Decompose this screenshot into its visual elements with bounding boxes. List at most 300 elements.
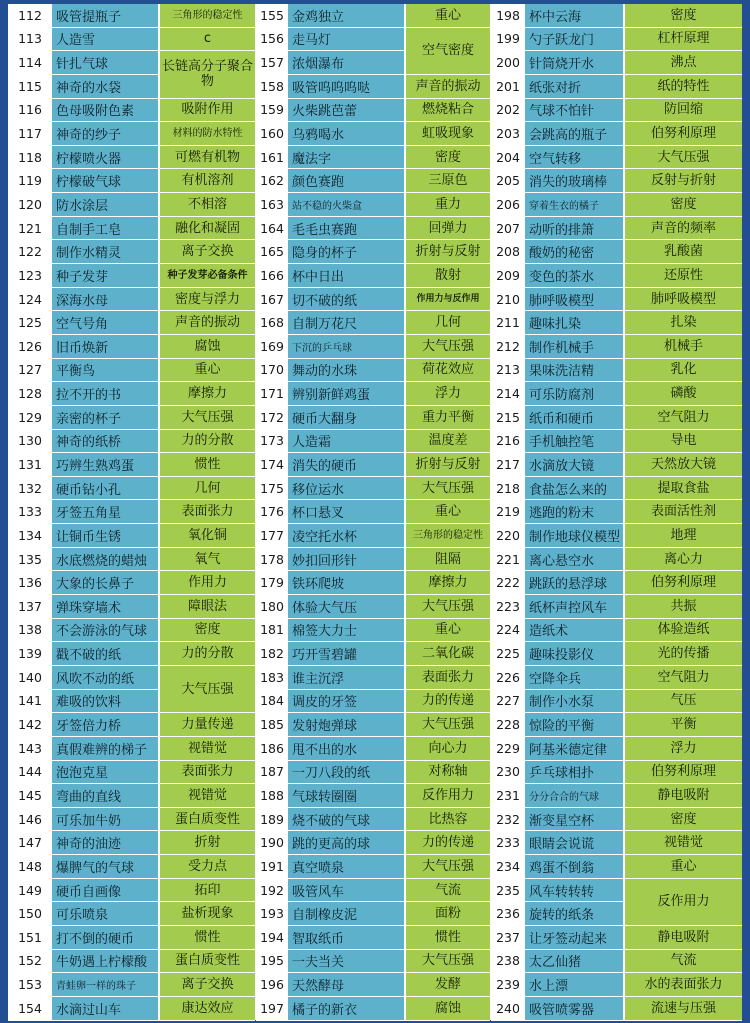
experiment-name: 空气号角: [52, 311, 160, 335]
experiment-name: 分分合合的气球: [525, 784, 625, 808]
science-principle: 离子交换: [160, 973, 255, 997]
experiment-name: 柠檬喷火器: [52, 146, 160, 170]
experiment-name: 惊险的平衡: [525, 713, 625, 737]
experiment-name: 吸管提瓶子: [52, 4, 160, 28]
experiment-name: 弹珠穿墙术: [52, 595, 160, 619]
science-principle: 空气阻力: [625, 666, 742, 690]
experiment-name: 青蛙卵一样的珠子: [52, 973, 160, 997]
experiment-name: 火柴跳芭蕾: [288, 99, 406, 123]
experiment-number: 199: [491, 28, 525, 52]
science-principle: 拓印: [160, 879, 255, 903]
science-principle: 声音的振动: [160, 311, 255, 335]
experiment-name: 巧辨生熟鸡蛋: [52, 453, 160, 477]
experiment-name: 防水涂层: [52, 193, 160, 217]
experiment-number: 133: [8, 500, 52, 524]
experiment-name: 一夫当关: [288, 950, 406, 974]
experiment-name: 水上漂: [525, 973, 625, 997]
list-column-1: [8, 4, 255, 1021]
science-principle: 重心: [406, 4, 490, 28]
experiment-name: 眼睛会说谎: [525, 831, 625, 855]
experiment-name: 浓烟瀑布: [288, 51, 406, 75]
experiment-name: 颜色赛跑: [288, 169, 406, 193]
experiment-number: 215: [491, 406, 525, 430]
experiment-number: 194: [256, 926, 288, 950]
experiment-name: 气球转圈圈: [288, 784, 406, 808]
experiment-name: 消失的玻璃棒: [525, 169, 625, 193]
science-principle: 惯性: [160, 453, 255, 477]
science-principle: 障眼法: [160, 595, 255, 619]
experiment-number: 240: [491, 997, 525, 1021]
experiment-number: 123: [8, 264, 52, 288]
experiment-number: 217: [491, 453, 525, 477]
experiment-number: 147: [8, 831, 52, 855]
experiment-name: 纸杯声控风车: [525, 595, 625, 619]
experiment-number: 135: [8, 548, 52, 572]
science-principle: 离子交换: [160, 240, 255, 264]
experiment-name: 巧开雪碧罐: [288, 642, 406, 666]
experiment-number: 143: [8, 737, 52, 761]
science-principle: 材料的防水特性: [160, 122, 255, 146]
science-principle: 腐蚀: [406, 997, 490, 1021]
science-principle: 阻隔: [406, 548, 490, 572]
experiment-number: 224: [491, 619, 525, 643]
experiment-name: 吸管风车: [288, 879, 406, 903]
experiment-name: 牛奶遇上柠檬酸: [52, 950, 160, 974]
experiment-number: 114: [8, 51, 52, 75]
experiment-name: 风车转转转: [525, 879, 625, 903]
science-principle: 大气压强: [625, 146, 742, 170]
experiment-number: 173: [256, 430, 288, 454]
experiment-name: 打不倒的硬币: [52, 926, 160, 950]
experiment-number: 176: [256, 500, 288, 524]
science-principle: 腐蚀: [160, 335, 255, 359]
science-principle: 还原性: [625, 264, 742, 288]
experiment-number: 165: [256, 240, 288, 264]
experiment-number: 234: [491, 855, 525, 879]
experiment-name: 变色的茶水: [525, 264, 625, 288]
experiment-name: 走马灯: [288, 28, 406, 52]
science-principle: 折射与反射: [406, 240, 490, 264]
science-principle: 力量传递: [160, 713, 255, 737]
experiment-number: 223: [491, 595, 525, 619]
science-principle: 静电吸附: [625, 926, 742, 950]
experiment-name: 戳不破的纸: [52, 642, 160, 666]
science-principle: 向心力: [406, 737, 490, 761]
experiment-name: 拉不开的书: [52, 382, 160, 406]
experiment-number: 213: [491, 359, 525, 383]
experiment-name: 果味洗洁精: [525, 359, 625, 383]
experiment-number: 180: [256, 595, 288, 619]
science-principle: 力的分散: [160, 642, 255, 666]
experiment-number: 230: [491, 761, 525, 785]
experiment-number: 139: [8, 642, 52, 666]
experiment-number: 120: [8, 193, 52, 217]
experiment-name: 凌空托水杯: [288, 524, 406, 548]
experiment-number: 184: [256, 690, 288, 714]
experiment-number: 153: [8, 973, 52, 997]
experiment-number: 238: [491, 950, 525, 974]
experiment-number: 219: [491, 500, 525, 524]
science-principle: 融化和凝固: [160, 217, 255, 241]
experiment-name: 平衡鸟: [52, 359, 160, 383]
science-principle: 散射: [406, 264, 490, 288]
experiment-name: 硬币自画像: [52, 879, 160, 903]
experiment-number: 207: [491, 217, 525, 241]
experiment-name: 鸡蛋不倒翁: [525, 855, 625, 879]
experiment-name: 纸张对折: [525, 75, 625, 99]
experiment-number: 166: [256, 264, 288, 288]
science-principle: 大气压强: [406, 477, 490, 501]
experiment-number: 151: [8, 926, 52, 950]
science-principle: 密度: [160, 619, 255, 643]
science-principle: 三原色: [406, 169, 490, 193]
experiment-name: 旋转的纸条: [525, 902, 625, 926]
experiment-name: 泡泡克星: [52, 761, 160, 785]
science-principle: 表面活性剂: [625, 500, 742, 524]
experiment-name: 柠檬破气球: [52, 169, 160, 193]
science-principle: 声音的频率: [625, 217, 742, 241]
experiment-name: 吸管喷雾器: [525, 997, 625, 1021]
experiment-name: 趣味扎染: [525, 311, 625, 335]
experiment-name: 会跳高的瓶子: [525, 122, 625, 146]
experiment-name: 棉签大力士: [288, 619, 406, 643]
science-principle: 表面张力: [160, 500, 255, 524]
experiment-name: 真假难辨的梯子: [52, 737, 160, 761]
science-principle: 重心: [625, 855, 742, 879]
science-principle: 三角形的稳定性: [406, 524, 490, 548]
experiment-number: 183: [256, 666, 288, 690]
science-principle: 作用力与反作用: [406, 288, 490, 312]
experiment-number: 116: [8, 99, 52, 123]
science-principle: 水的表面张力: [625, 973, 742, 997]
science-principle: 流速与压强: [625, 997, 742, 1021]
experiment-name: 色母吸附色素: [52, 99, 160, 123]
science-principle: 空气阻力: [625, 406, 742, 430]
experiment-number: 154: [8, 997, 52, 1021]
experiment-number: 182: [256, 642, 288, 666]
experiment-name: 制作水精灵: [52, 240, 160, 264]
experiment-number: 161: [256, 146, 288, 170]
experiment-number: 179: [256, 571, 288, 595]
experiment-name: 人造雪: [52, 28, 160, 52]
science-principle: 摩擦力: [406, 571, 490, 595]
experiment-name: 谁主沉浮: [288, 666, 406, 690]
science-principle: 气流: [406, 879, 490, 903]
experiment-number: 192: [256, 879, 288, 903]
experiment-name: 针筒烧开水: [525, 51, 625, 75]
experiment-number: 142: [8, 713, 52, 737]
science-principle: 密度: [406, 146, 490, 170]
science-principle: 二氧化碳: [406, 642, 490, 666]
science-principle: 乳化: [625, 359, 742, 383]
science-principle: 杠杆原理: [625, 28, 742, 52]
experiment-number: 118: [8, 146, 52, 170]
experiment-number: 160: [256, 122, 288, 146]
science-principle: 长链高分子聚合物: [160, 51, 255, 98]
science-principle: 共振: [625, 595, 742, 619]
experiment-name: 肺呼吸模型: [525, 288, 625, 312]
experiment-number: 181: [256, 619, 288, 643]
experiment-name: 辨别新鲜鸡蛋: [288, 382, 406, 406]
experiment-name: 可乐防腐剂: [525, 382, 625, 406]
experiment-name: 自制万花尺: [288, 311, 406, 335]
experiment-name: 旧币焕新: [52, 335, 160, 359]
experiment-number: 169: [256, 335, 288, 359]
experiment-name: 金鸡独立: [288, 4, 406, 28]
experiment-number: 211: [491, 311, 525, 335]
science-principle: 重心: [406, 500, 490, 524]
experiment-number: 167: [256, 288, 288, 312]
experiment-number: 129: [8, 406, 52, 430]
science-principle: 气压: [625, 690, 742, 714]
experiment-number: 202: [491, 99, 525, 123]
experiment-name: 深海水母: [52, 288, 160, 312]
science-principle: 发酵: [406, 973, 490, 997]
list-column-2: [256, 4, 490, 1021]
experiment-number: 191: [256, 855, 288, 879]
experiment-number: 125: [8, 311, 52, 335]
science-principle: 虹吸现象: [406, 122, 490, 146]
science-principle: 大气压强: [406, 950, 490, 974]
science-principle: 三角形的稳定性: [160, 4, 255, 28]
science-principle: 力的传递: [406, 690, 490, 714]
experiment-number: 185: [256, 713, 288, 737]
experiment-name: 消失的硬币: [288, 453, 406, 477]
experiment-name: 酸奶的秘密: [525, 240, 625, 264]
experiment-name: 甩不出的水: [288, 737, 406, 761]
science-principle: 空气密度: [406, 28, 490, 75]
science-principle: 大气压强: [406, 595, 490, 619]
experiment-name: 水滴过山车: [52, 997, 160, 1021]
experiment-number: 141: [8, 690, 52, 714]
science-principle: 静电吸附: [625, 784, 742, 808]
experiment-number: 113: [8, 28, 52, 52]
experiment-number: 208: [491, 240, 525, 264]
experiment-name: 空气转移: [525, 146, 625, 170]
science-principle: 纸的特性: [625, 75, 742, 99]
experiment-name: 亲密的杯子: [52, 406, 160, 430]
science-principle: 重心: [406, 619, 490, 643]
experiment-name: 神奇的水袋: [52, 75, 160, 99]
science-principle: 吸附作用: [160, 99, 255, 123]
experiment-number: 119: [8, 169, 52, 193]
science-principle: 可燃有机物: [160, 146, 255, 170]
experiment-number: 144: [8, 761, 52, 785]
science-principle: 乳酸菌: [625, 240, 742, 264]
science-principle: 折射: [160, 831, 255, 855]
experiment-name: 妙扣回形针: [288, 548, 406, 572]
experiment-number: 203: [491, 122, 525, 146]
experiment-name: 大象的长鼻子: [52, 571, 160, 595]
experiment-name: 天然酵母: [288, 973, 406, 997]
science-principle: 有机溶剂: [160, 169, 255, 193]
science-principle: 密度: [625, 193, 742, 217]
science-principle: 磷酸: [625, 382, 742, 406]
experiment-number: 212: [491, 335, 525, 359]
experiment-name: 烧不破的气球: [288, 808, 406, 832]
experiment-number: 178: [256, 548, 288, 572]
experiment-number: 225: [491, 642, 525, 666]
science-principle: 蛋白质变性: [160, 808, 255, 832]
experiment-number: 149: [8, 879, 52, 903]
experiment-name: 制作地球仪模型: [525, 524, 625, 548]
experiment-number: 218: [491, 477, 525, 501]
experiment-number: 164: [256, 217, 288, 241]
experiment-name: 真空喷泉: [288, 855, 406, 879]
experiment-number: 126: [8, 335, 52, 359]
science-principle: 离心力: [625, 548, 742, 572]
experiment-number: 175: [256, 477, 288, 501]
science-principle: 表面张力: [406, 666, 490, 690]
experiment-number: 220: [491, 524, 525, 548]
science-principle: 伯努利原理: [625, 122, 742, 146]
experiment-number: 222: [491, 571, 525, 595]
experiment-number: 112: [8, 4, 52, 28]
science-principle: 伯努利原理: [625, 571, 742, 595]
science-principle: 氧化铜: [160, 524, 255, 548]
experiment-number: 200: [491, 51, 525, 75]
experiment-number: 204: [491, 146, 525, 170]
science-principle: 反射与折射: [625, 169, 742, 193]
experiment-name: 气球不怕针: [525, 99, 625, 123]
science-principle: 折射与反射: [406, 453, 490, 477]
science-principle: 对称轴: [406, 761, 490, 785]
experiment-number: 156: [256, 28, 288, 52]
experiment-name: 吸管呜呜呜哒: [288, 75, 406, 99]
experiment-name: 制作机械手: [525, 335, 625, 359]
experiment-number: 121: [8, 217, 52, 241]
experiment-name: 调皮的牙签: [288, 690, 406, 714]
experiment-name: 神奇的纸桥: [52, 430, 160, 454]
experiment-number: 197: [256, 997, 288, 1021]
experiment-name: 造纸术: [525, 619, 625, 643]
experiment-name: 食盐怎么来的: [525, 477, 625, 501]
experiment-number: 193: [256, 902, 288, 926]
science-principle: 力的分散: [160, 430, 255, 454]
experiment-number: 237: [491, 926, 525, 950]
science-principle: 盐析现象: [160, 902, 255, 926]
experiment-number: 226: [491, 666, 525, 690]
science-principle: 惯性: [406, 926, 490, 950]
experiment-name: 乌鸦喝水: [288, 122, 406, 146]
experiment-number: 201: [491, 75, 525, 99]
experiment-name: 勺子跃龙门: [525, 28, 625, 52]
science-principle: 重心: [160, 359, 255, 383]
science-principle: 反作用力: [625, 879, 742, 926]
science-principle: 地理: [625, 524, 742, 548]
experiment-name: 趣味投影仪: [525, 642, 625, 666]
experiment-number: 127: [8, 359, 52, 383]
science-principle: 肺呼吸模型: [625, 288, 742, 312]
experiment-number: 187: [256, 761, 288, 785]
science-principle: 康达效应: [160, 997, 255, 1021]
science-principle: 力的传递: [406, 831, 490, 855]
experiment-number: 216: [491, 430, 525, 454]
experiment-number: 159: [256, 99, 288, 123]
experiment-number: 163: [256, 193, 288, 217]
experiment-number: 146: [8, 808, 52, 832]
experiment-name: 神奇的纱子: [52, 122, 160, 146]
experiment-number: 131: [8, 453, 52, 477]
experiment-number: 132: [8, 477, 52, 501]
science-principle: 蛋白质变性: [160, 950, 255, 974]
experiment-name: 隐身的杯子: [288, 240, 406, 264]
experiment-name: 手机触控笔: [525, 430, 625, 454]
experiment-number: 124: [8, 288, 52, 312]
experiment-number: 168: [256, 311, 288, 335]
experiment-name: 太乙仙猪: [525, 950, 625, 974]
experiment-number: 188: [256, 784, 288, 808]
experiment-number: 228: [491, 713, 525, 737]
experiment-name: 自制手工皂: [52, 217, 160, 241]
experiment-name: 难吸的饮料: [52, 690, 160, 714]
science-principle: 提取食盐: [625, 477, 742, 501]
experiment-number: 117: [8, 122, 52, 146]
experiment-name: 跳的更高的球: [288, 831, 406, 855]
experiment-name: 魔法字: [288, 146, 406, 170]
science-principle: 机械手: [625, 335, 742, 359]
experiment-name: 不会游泳的气球: [52, 619, 160, 643]
experiment-name: 硬币大翻身: [288, 406, 406, 430]
science-principle: 受力点: [160, 855, 255, 879]
experiment-number: 155: [256, 4, 288, 28]
science-principle: 导电: [625, 430, 742, 454]
experiment-name: 毛毛虫赛跑: [288, 217, 406, 241]
science-principle: 荷花效应: [406, 359, 490, 383]
experiment-number: 214: [491, 382, 525, 406]
science-principle: 惯性: [160, 926, 255, 950]
science-principle: 回弹力: [406, 217, 490, 241]
experiment-name: 水滴放大镜: [525, 453, 625, 477]
experiment-name: 让牙签动起来: [525, 926, 625, 950]
experiment-name: 杯中日出: [288, 264, 406, 288]
experiment-number: 198: [491, 4, 525, 28]
science-principle: 浮力: [406, 382, 490, 406]
experiment-number: 221: [491, 548, 525, 572]
experiment-number: 162: [256, 169, 288, 193]
experiment-number: 136: [8, 571, 52, 595]
science-principle: 防回缩: [625, 99, 742, 123]
experiment-number: 140: [8, 666, 52, 690]
experiment-name: 跳跃的悬浮球: [525, 571, 625, 595]
science-principle: 表面张力: [160, 761, 255, 785]
experiment-number: 145: [8, 784, 52, 808]
science-principle: 重力: [406, 193, 490, 217]
experiment-number: 134: [8, 524, 52, 548]
experiment-list-page: [8, 4, 742, 1020]
experiment-name: 穿着生衣的橘子: [525, 193, 625, 217]
science-principle: 大气压强: [406, 335, 490, 359]
experiment-number: 128: [8, 382, 52, 406]
experiment-name: 让铜币生锈: [52, 524, 160, 548]
experiment-name: 弯曲的直线: [52, 784, 160, 808]
experiment-number: 205: [491, 169, 525, 193]
experiment-name: 渐变星空杯: [525, 808, 625, 832]
experiment-name: 逃跑的粉末: [525, 500, 625, 524]
experiment-number: 210: [491, 288, 525, 312]
experiment-name: 人造霜: [288, 430, 406, 454]
science-principle: 燃烧粘合: [406, 99, 490, 123]
science-principle: 天然放大镜: [625, 453, 742, 477]
science-principle: 视错觉: [160, 737, 255, 761]
science-principle: 反作用力: [406, 784, 490, 808]
experiment-number: 189: [256, 808, 288, 832]
experiment-name: 橘子的新衣: [288, 997, 406, 1021]
science-principle: 大气压强: [160, 666, 255, 713]
experiment-name: 站不稳的火柴盒: [288, 193, 406, 217]
experiment-name: 阿基米德定律: [525, 737, 625, 761]
experiment-number: 115: [8, 75, 52, 99]
